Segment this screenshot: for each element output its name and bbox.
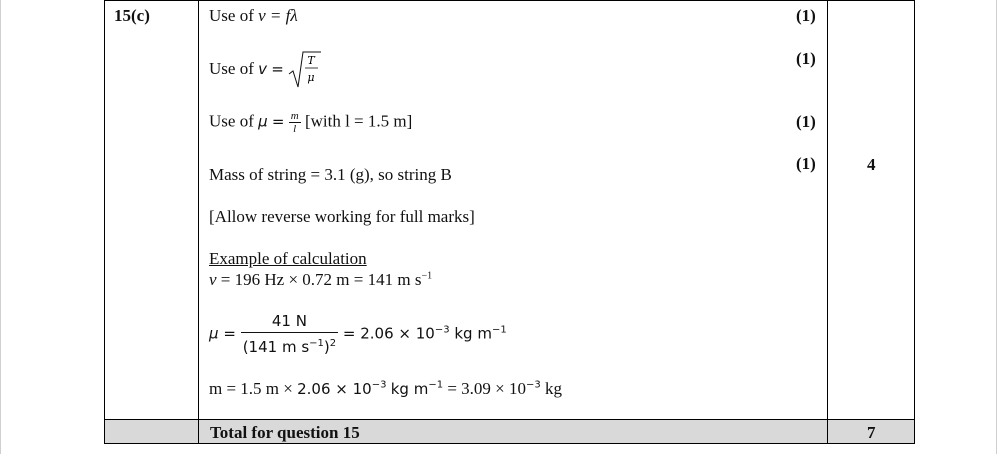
calc-2-result-exponent: −3 bbox=[434, 324, 450, 336]
column-divider-answer bbox=[198, 0, 199, 444]
calc-3-prefix: m = 1.5 m × bbox=[209, 379, 298, 398]
table-left-border bbox=[104, 0, 105, 444]
line-3-equals: = bbox=[271, 112, 285, 131]
answer-line-2 bbox=[209, 50, 322, 90]
calc-2-den-close: ) bbox=[323, 338, 330, 356]
calc-1-v: v bbox=[209, 270, 217, 289]
mark-scheme-table bbox=[104, 0, 915, 444]
calc-line-3 bbox=[209, 379, 562, 399]
mark-3: (1) bbox=[796, 112, 816, 131]
table-bottom-border bbox=[104, 443, 915, 444]
mass-per-length-fraction bbox=[289, 110, 301, 135]
calc-1-rest: = 196 Hz × 0.72 m = 141 m s bbox=[220, 270, 422, 289]
calc-2-unit-exponent: −1 bbox=[491, 324, 507, 336]
calc-3-kg: kg bbox=[545, 379, 562, 398]
calc-2-den-base: (141 m s bbox=[242, 338, 310, 356]
calc-2-equals: = bbox=[223, 324, 236, 343]
line-2-v: v bbox=[258, 59, 267, 78]
line-1-prefix: Use of bbox=[209, 6, 259, 25]
calc-3-unit-exponent: −1 bbox=[428, 379, 444, 391]
answer-line-4: Mass of string = 3.1 (g), so string B bbox=[209, 165, 452, 184]
answer-line-3 bbox=[209, 110, 412, 135]
example-heading: Example of calculation bbox=[209, 249, 367, 268]
mark-4: (1) bbox=[796, 154, 816, 173]
calc-2-numerator: 41 N bbox=[271, 312, 307, 330]
line-3-mu: μ bbox=[258, 112, 268, 131]
total-row-top-border bbox=[104, 419, 915, 420]
answer-line-1 bbox=[209, 6, 298, 26]
mark-1: (1) bbox=[796, 6, 816, 25]
calc-2-den-exponent: −1 bbox=[309, 338, 324, 349]
table-top-border bbox=[104, 0, 915, 1]
calc-1-exponent: −1 bbox=[421, 270, 433, 282]
column-divider-marks bbox=[827, 0, 828, 444]
calc-2-denominator bbox=[241, 332, 338, 358]
table-right-border bbox=[914, 0, 915, 444]
calc-line-2 bbox=[209, 310, 507, 358]
calc-3-a-exponent: −3 bbox=[371, 379, 387, 391]
sqrt-sign-icon bbox=[288, 50, 322, 90]
line-1-formula: v = fλ bbox=[258, 6, 298, 25]
sqrt-expression bbox=[288, 50, 322, 90]
mark-2: (1) bbox=[796, 49, 816, 68]
fraction-denominator: l bbox=[289, 122, 301, 135]
calc-2-unit: kg m bbox=[454, 324, 492, 343]
total-value: 7 bbox=[867, 423, 876, 442]
line-3-suffix: [with l = 1.5 m] bbox=[304, 111, 413, 131]
calc-2-mu: μ bbox=[209, 324, 219, 343]
calc-3-equals: = 3.09 × 10 bbox=[443, 379, 526, 398]
answer-line-5: [Allow reverse working for full marks] bbox=[209, 207, 475, 226]
linear-density-fraction bbox=[241, 310, 338, 358]
line-3-prefix: Use of bbox=[209, 111, 259, 131]
calc-3-exponent: −3 bbox=[526, 379, 541, 391]
line-2-prefix: Use of bbox=[209, 58, 259, 78]
question-number: 15(c) bbox=[114, 6, 150, 25]
sqrt-denominator: μ bbox=[307, 71, 315, 84]
calc-2-result: = 2.06 × 10 bbox=[342, 324, 435, 343]
subtotal-marks: 4 bbox=[867, 155, 876, 174]
calc-2-den-power: 2 bbox=[329, 338, 337, 349]
fraction-numerator: m bbox=[290, 110, 299, 122]
calc-line-1 bbox=[209, 270, 432, 290]
calc-3-a: 2.06 × 10 bbox=[297, 380, 372, 398]
calc-3-unit: kg m bbox=[390, 380, 429, 398]
page-edge-left bbox=[0, 0, 1, 454]
total-label: Total for question 15 bbox=[210, 423, 360, 442]
line-2-equals: = bbox=[271, 59, 284, 78]
sqrt-numerator: T bbox=[307, 54, 315, 67]
